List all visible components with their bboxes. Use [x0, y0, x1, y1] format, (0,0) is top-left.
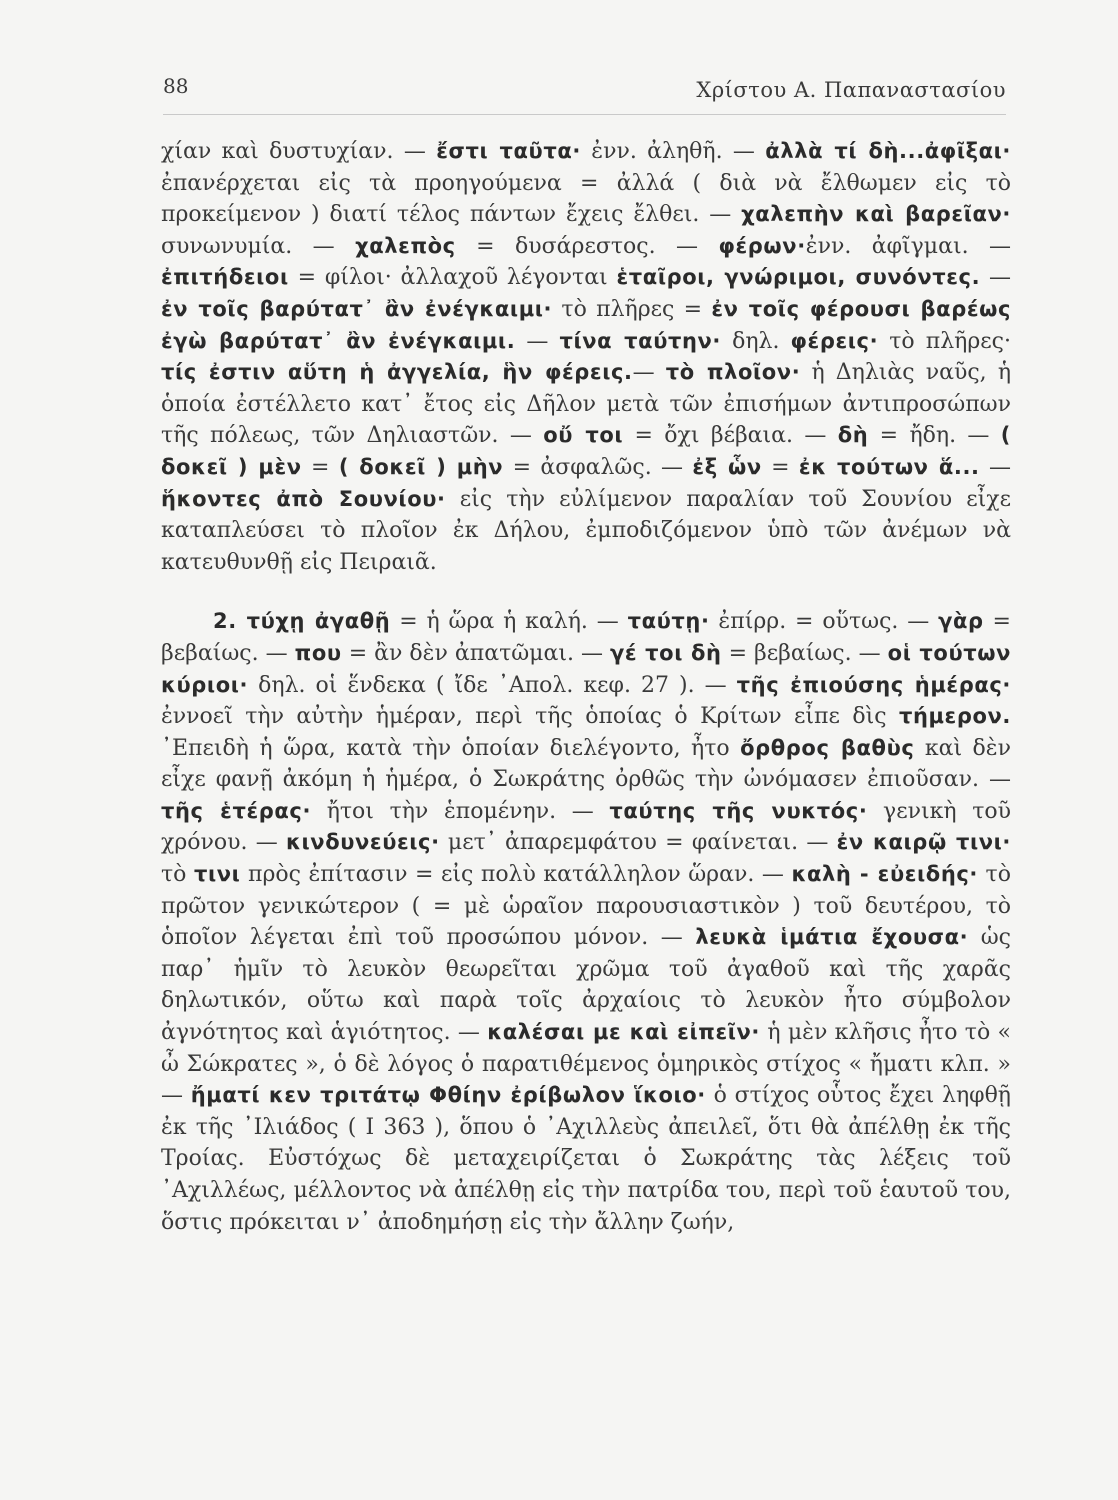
lemma-term: ὄρθρος βαθὺς: [740, 735, 915, 760]
text-run: = ὄχι βέβαια. —: [623, 423, 838, 449]
text-run: τὸ πρῶτον γενικώτερον ( = μὲ ὡραῖον παρουσιαστικὸν ) τοῦ δευτέρου, τὸ ὁποῖον λέγεται ἐπὶ τοῦ προσώπου μόνον. —: [161, 862, 1011, 951]
lemma-term: χαλεπὸς: [355, 233, 456, 258]
text-run: ἡ Δηλιὰς ναῦς, ἡ ὁποία ἐστέλλετο κατ᾽ ἔτος εἰς Δῆλον μετὰ τῶν ἐπισήμων ἀντιπροσώπων τῆς πόλεως, τῶν Δηλιαστῶν. —: [161, 360, 1012, 449]
lemma-term: ἔστι ταῦτα·: [436, 139, 581, 163]
text-run: ἤτοι τὴν ἑπομένην. —: [311, 798, 610, 824]
paragraph: [161, 606, 1011, 1238]
text-run: = βεβαίως. —: [721, 640, 888, 666]
text-run: τὸ πλῆρες =: [552, 296, 712, 322]
text-run: —: [979, 454, 1011, 480]
lemma-term: ἑταῖροι, γνώριμοι, συνόντες.: [616, 265, 981, 290]
lemma-term: καλὴ - εὐειδής·: [791, 862, 979, 887]
text-run: μετ᾽ ἀπαρεμφάτου = φαίνεται. —: [439, 830, 837, 856]
page-header: [163, 72, 1006, 115]
lemma-term: φέρων·: [718, 233, 806, 258]
lemma-term: ἐκ τούτων ἅ...: [798, 454, 980, 479]
lemma-term: τίνα ταύτην·: [559, 328, 722, 353]
lemma-term: ἐπιτήδειοι: [161, 265, 289, 290]
lemma-term: λευκὰ ἱμάτια ἔχουσα·: [695, 925, 969, 950]
lemma-term: τῆς ἑτέρας·: [161, 798, 312, 823]
lemma-term: τὸ πλοῖον·: [665, 360, 801, 385]
lemma-term: ἐν τοῖς φέρουσι βαρέως ἐγὼ βαρύτατ᾽ ἂν ἐνέγκαιμι.: [161, 296, 1012, 353]
text-run: ἐνν. ἀληθῆ. —: [580, 139, 766, 164]
lemma-term: δὴ: [837, 423, 869, 448]
text-run: καὶ δὲν εἶχε φανῇ ἀκόμη ἡ ἡμέρα, ὁ Σωκράτης ὀρθῶς τὴν ὠνόμασεν ἐπιοῦσαν. —: [161, 735, 1011, 793]
text-run: εἰς τὴν εὐλίμενον παραλίαν τοῦ Σουνίου εἶχε καταπλεύσει τὸ πλοῖον ἐκ Δήλου, ἐμποδιζόμενον ὑπὸ τῶν ἀνέμων νὰ κατευθυνθῇ εἰς Πειραιᾶ.: [161, 486, 1011, 575]
text-run: —: [515, 328, 560, 354]
text-run: =: [301, 454, 339, 480]
lemma-term: γὰρ: [938, 609, 984, 634]
lemma-term: οἱ τούτων κύριοι·: [161, 640, 1012, 697]
lemma-term: ἀλλὰ τί δὴ...ἀφῖξαι·: [765, 139, 1011, 163]
lemma-term: ἐξ ὧν: [692, 454, 762, 479]
lemma-term: χαλεπὴν καὶ βαρεῖαν·: [741, 202, 1011, 227]
text-run: —: [980, 265, 1011, 291]
text-run: ἡ μὲν κλῆσις ἦτο τὸ « ὦ Σώκρατες », ὁ δὲ λόγος ὁ παρατιθέμενος ὁμηρικὸς στίχος « ἤματι κλπ. » —: [161, 1020, 1011, 1109]
page-number: 88: [163, 74, 189, 98]
text-run: = ἡ ὥρα ἡ καλή. —: [390, 609, 628, 635]
lemma-term: γέ τοι δὴ: [610, 640, 722, 665]
lemma-term: τήμερον.: [898, 704, 1011, 729]
text-run: πρὸς ἐπίτασιν = εἰς πολὺ κατάλληλον ὥραν. —: [240, 862, 792, 888]
paragraph: [161, 136, 1011, 578]
lemma-term: ἥκοντες ἀπὸ Σουνίου·: [161, 486, 446, 511]
lemma-term: κινδυνεύεις·: [286, 830, 440, 855]
text-run: = βεβαίως. —: [161, 609, 1011, 666]
text-run: ἐνν. ἀφῖγμαι. —: [805, 233, 1012, 259]
text-run: —: [632, 360, 666, 386]
lemma-term: ( δοκεῖ ) μὲν: [161, 423, 1011, 479]
text-run: δηλ.: [721, 328, 791, 354]
text-run: = ἤδη. —: [868, 423, 1001, 449]
lemma-term: 2. τύχῃ ἀγαθῇ: [213, 609, 391, 634]
lemma-term: που: [294, 640, 342, 665]
text-run: ἐννοεῖ τὴν αὐτὴν ἡμέραν, περὶ τῆς ὁποίας ὁ Κρίτων εἶπε δὶς: [161, 704, 899, 730]
text-run: ὡς παρ᾽ ἡμῖν τὸ λευκὸν θεωρεῖται χρῶμα τοῦ ἀγαθοῦ καὶ τῆς χαρᾶς δηλωτικόν, οὕτω καὶ παρὰ τοῖς ἀρχαίοις τὸ λευκὸν ἦτο σύμβολον ἀγνότητος καὶ ἁγιότητος. —: [161, 925, 1011, 1046]
text-run: συνωνυμία. —: [161, 233, 356, 259]
text-run: τὸ: [161, 862, 194, 888]
lemma-term: τίς ἐστιν αὕτη ἡ ἀγγελία, ἣν φέρεις.: [161, 360, 633, 385]
lemma-term: ἐν καιρῷ τινι·: [836, 830, 1012, 855]
running-head: Χρίστου Α. Παπαναστασίου: [696, 78, 1006, 102]
text-run: = δυσάρεστος. —: [455, 233, 719, 259]
lemma-term: φέρεις·: [790, 328, 879, 353]
lemma-term: ταύτης τῆς νυκτός·: [609, 798, 868, 823]
text-run: γενικὴ τοῦ χρόνου. —: [161, 798, 1011, 856]
text-run: ἐπίρρ. = οὕτως. —: [709, 609, 939, 635]
lemma-term: καλέσαι με καὶ εἰπεῖν·: [487, 1020, 761, 1045]
page-body: [161, 136, 1011, 1238]
lemma-term: ἐν τοῖς βαρύτατ᾽ ἂν ἐνέγκαιμι·: [161, 296, 553, 321]
text-run: = φίλοι· ἀλλαχοῦ λέγονται: [288, 265, 617, 291]
text-run: ἐπανέρχεται εἰς τὰ προηγούμενα = ἀλλά ( διὰ νὰ ἔλθωμεν εἰς τὸ προκείμενον ) διατί τέλος πάντων ἔχεις ἔλθει. —: [161, 170, 1011, 228]
text-run: τὸ πλῆρες·: [878, 328, 1011, 354]
lemma-term: τινι: [193, 862, 241, 887]
text-run: χίαν καὶ δυστυχίαν. —: [161, 139, 437, 164]
lemma-term: τῆς ἐπιούσης ἡμέρας·: [736, 672, 1011, 697]
text-run: ὁ στίχος οὗτος ἔχει ληφθῇ ἐκ τῆς ᾽Ιλιάδος ( Ι 363 ), ὅπου ὁ ᾽Αχιλλεὺς ἀπειλεῖ, ὅτι θὰ ἀπέλθῃ ἐκ τῆς Τροίας. Εὐστόχως δὲ μεταχειρίζεται ὁ Σωκράτης τὰς λέξεις τοῦ ᾽Αχιλλέως, μέλλοντος νὰ ἀπέλθῃ εἰς τὴν πατρίδα του, περὶ τοῦ ἑαυτοῦ του, ὅστις πρόκειται ν᾽ ἀποδημήσῃ εἰς τὴν ἄλλην ζωήν,: [161, 1083, 1011, 1235]
lemma-term: ἤματί κεν τριτάτῳ Φθίην ἐρίβωλον ἵκοιο·: [190, 1083, 706, 1108]
text-run: ᾽Επειδὴ ἡ ὥρα, κατὰ τὴν ὁποίαν διελέγοντο, ἦτο: [161, 735, 741, 761]
text-run: =: [761, 454, 799, 480]
text-run: δηλ. οἱ ἕνδεκα ( ἴδε ᾽Απολ. κεφ. 27 ). —: [248, 672, 737, 698]
lemma-term: οὔ τοι: [543, 423, 624, 448]
lemma-term: ( δοκεῖ ) μὴν: [338, 454, 504, 479]
text-run: = ἂν δὲν ἀπατῶμαι. —: [341, 640, 611, 666]
lemma-term: ταύτῃ·: [627, 609, 710, 634]
text-run: = ἀσφαλῶς. —: [503, 454, 693, 480]
